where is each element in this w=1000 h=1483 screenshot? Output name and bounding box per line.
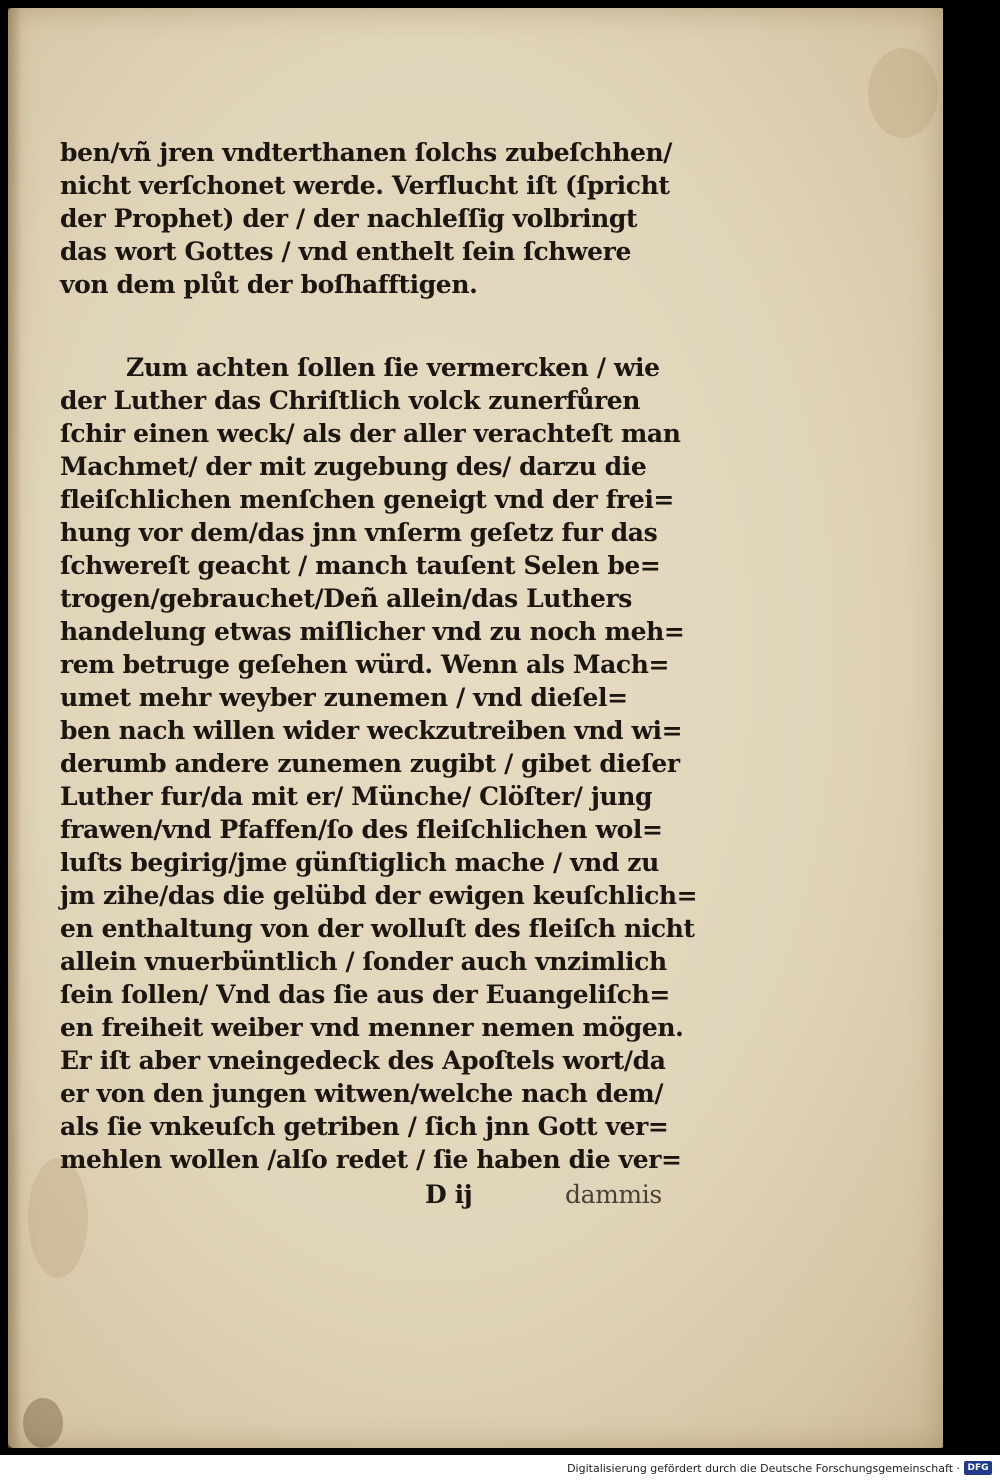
text-line: derumb andere zunemen zugibt / gibet dieſer bbox=[60, 749, 680, 778]
footer-bar bbox=[0, 1455, 1000, 1483]
text-line: nicht verſchonet werde. Verflucht iſt (ſpricht bbox=[60, 171, 670, 200]
dfg-logo-icon: DFG bbox=[964, 1461, 992, 1475]
page-stain bbox=[28, 1158, 88, 1278]
text-line: handelung etwas miſlicher vnd zu noch meh= bbox=[60, 617, 685, 646]
footer-credit: Digitalisierung gefördert durch die Deutsche Forschungsgemeinschaft · bbox=[567, 1462, 960, 1475]
text-line: en enthaltung von der wolluſt des fleiſch nicht bbox=[60, 914, 695, 943]
text-line: ſein ſollen/ Vnd das ſie aus der Euangeliſch= bbox=[60, 980, 670, 1009]
text-line: ben/vñ jren vndterthanen ſolchs zubeſchhen/ bbox=[60, 138, 672, 167]
text-line: umet mehr weyber zunemen / vnd dieſel= bbox=[60, 683, 628, 712]
text-line: er von den jungen witwen/welche nach dem/ bbox=[60, 1079, 664, 1108]
text-line: mehlen wollen /alſo redet / ſie haben die ver= bbox=[60, 1145, 682, 1174]
text-line: Machmet/ der mit zugebung des/ darzu die bbox=[60, 452, 647, 481]
text-line: von dem plůt der boſhafftigen. bbox=[60, 270, 478, 299]
text-line: als ſie vnkeuſch getriben / ſich jnn Gott ver= bbox=[60, 1112, 669, 1141]
text-line: en freiheit weiber vnd menner nemen mögen. bbox=[60, 1013, 684, 1042]
text-line: Er iſt aber vneingedeck des Apoſtels wort/da bbox=[60, 1046, 666, 1075]
text-line: der Luther das Chriſtlich volck zunerfůren bbox=[60, 386, 641, 415]
text-line: hung vor dem/das jnn vnſerm geſetz fur das bbox=[60, 518, 658, 547]
text-line: frawen/vnd Pfaffen/ſo des fleiſchlichen wol= bbox=[60, 815, 663, 844]
text-line: ben nach willen wider weckzutreiben vnd wi= bbox=[60, 716, 683, 745]
text-line: das wort Gottes / vnd enthelt ſein ſchwere bbox=[60, 237, 631, 266]
page-stain bbox=[868, 48, 938, 138]
text-line: jm zihe/das die gelübd der ewigen keuſchlich= bbox=[60, 881, 698, 910]
book-page bbox=[8, 8, 943, 1448]
text-line: luſts begirig/jme günſtiglich mache / vnd zu bbox=[60, 848, 659, 877]
text-line: Zum achten ſollen ſie vermercken / wie bbox=[126, 353, 660, 382]
page-stain bbox=[23, 1398, 63, 1448]
text-line: fleiſchlichen menſchen geneigt vnd der frei= bbox=[60, 485, 674, 514]
text-line: Luther fur/da mit er/ Münche/ Clöſter/ jung bbox=[60, 782, 653, 811]
text-line: allein vnuerbüntlich / ſonder auch vnzimlich bbox=[60, 947, 667, 976]
text-line: ſchwereſt geacht / manch tauſent Selen be= bbox=[60, 551, 661, 580]
text-line: trogen/gebrauchet/Deñ allein/das Luthers bbox=[60, 584, 632, 613]
text-line: rem betruge geſehen würd. Wenn als Mach= bbox=[60, 650, 670, 679]
signature-mark: D ij bbox=[425, 1180, 473, 1209]
catchword: dammis bbox=[565, 1180, 662, 1209]
page-edge-shadow bbox=[8, 8, 22, 1448]
text-line: der Prophet) der / der nachleſſig volbringt bbox=[60, 204, 638, 233]
text-line: ſchir einen weck/ als der aller verachteſt man bbox=[60, 419, 681, 448]
